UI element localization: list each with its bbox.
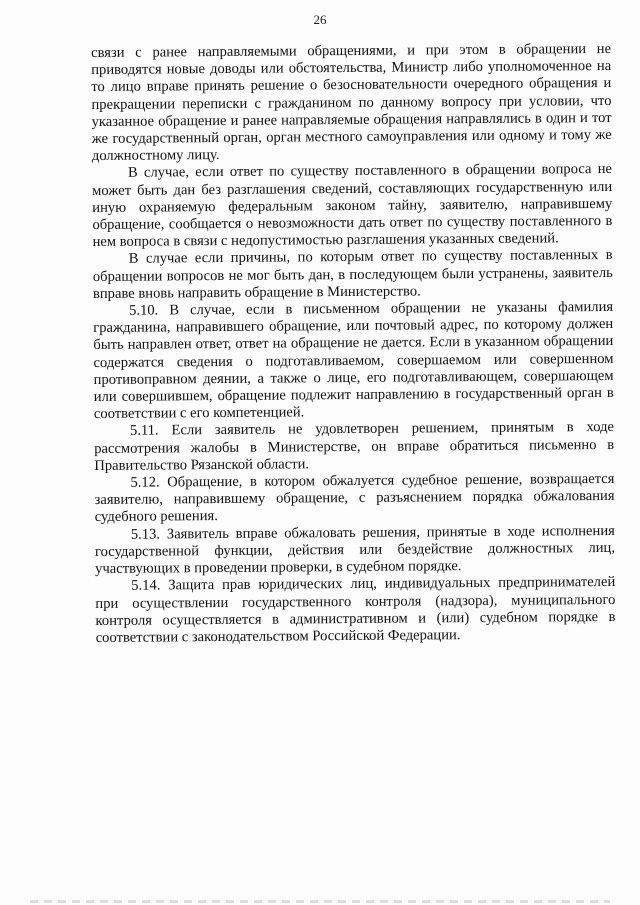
paragraph-5-14: 5.14. Защита прав юридических лиц, индивидуальных предпринимателей при осуществлении государственного контроля (надзора), муниципального контроля осуществляется в административном и (или) судебном порядке в соответствии с законодательством Российской Федерации. [95, 574, 616, 646]
paragraph-secret-info: В случае, если ответ по существу поставленного в обращении вопроса не может быть дан без разглашения сведений, составляющих государственную или иную охраняемую федеральным законом тайну, заявителю, направившему обращение, сообщается о невозможности дать ответ по существу поставленного в нем вопроса в связи с недопустимостью разглашения указанных сведений. [92, 161, 613, 251]
paragraph-continuation: связи с ранее направляемыми обращениями, и при этом в обращении не приводятся новые доводы или обстоятельства, Министр либо уполномоченное на то лицо вправе принять решение о безосновательности очередного обращения и прекращении переписки с гражданином по данному вопросу при условии, что указанное обращение и ранее направляемые обращения направлялись в один и тот же государственный орган, орган местного самоуправления или одному и тому же должностному лицу. [91, 40, 612, 165]
paragraph-5-12: 5.12. Обращение, в котором обжалуется судебное решение, возвращается заявителю, направившему обращение, с разъяснением порядка обжалования судебного решения. [94, 470, 615, 526]
paragraph-5-10: 5.10. В случае, если в письменном обращении не указаны фамилия гражданина, направившего обращение, или почтовый адрес, по которому должен быть направлен ответ, ответ на обращение не дается. Если в указанном обращении содержатся сведения о подготавливаемом, совершаемом или совершенном противоправном деянии, а также о лице, его подготавливающем, совершающем или совершившем, обращение подлежит направлению в государственный орган в соответствии с его компетенцией. [93, 298, 614, 423]
scan-edge-artifact [30, 900, 610, 903]
paragraph-5-13: 5.13. Заявитель вправе обжаловать решения, принятые в ходе исполнения государственной функции, действия или бездействие должностных лиц, участвующих в проведении проверки, в судебном порядке. [94, 522, 616, 578]
paragraph-5-11: 5.11. Если заявитель не удовлетворен решением, принятым в ходе рассмотрения жалобы в Министерстве, он вправе обратиться письменно в Правительство Рязанской области. [94, 419, 615, 474]
paragraph-reasons-removed: В случае если причины, по которым ответ по существу поставленных в обращении вопросов не мог быть дан, в последующем были устранены, заявитель вправе вновь направить обращение в Министерство. [92, 247, 613, 302]
document-body [91, 41, 616, 647]
page-number: 26 [313, 12, 327, 27]
